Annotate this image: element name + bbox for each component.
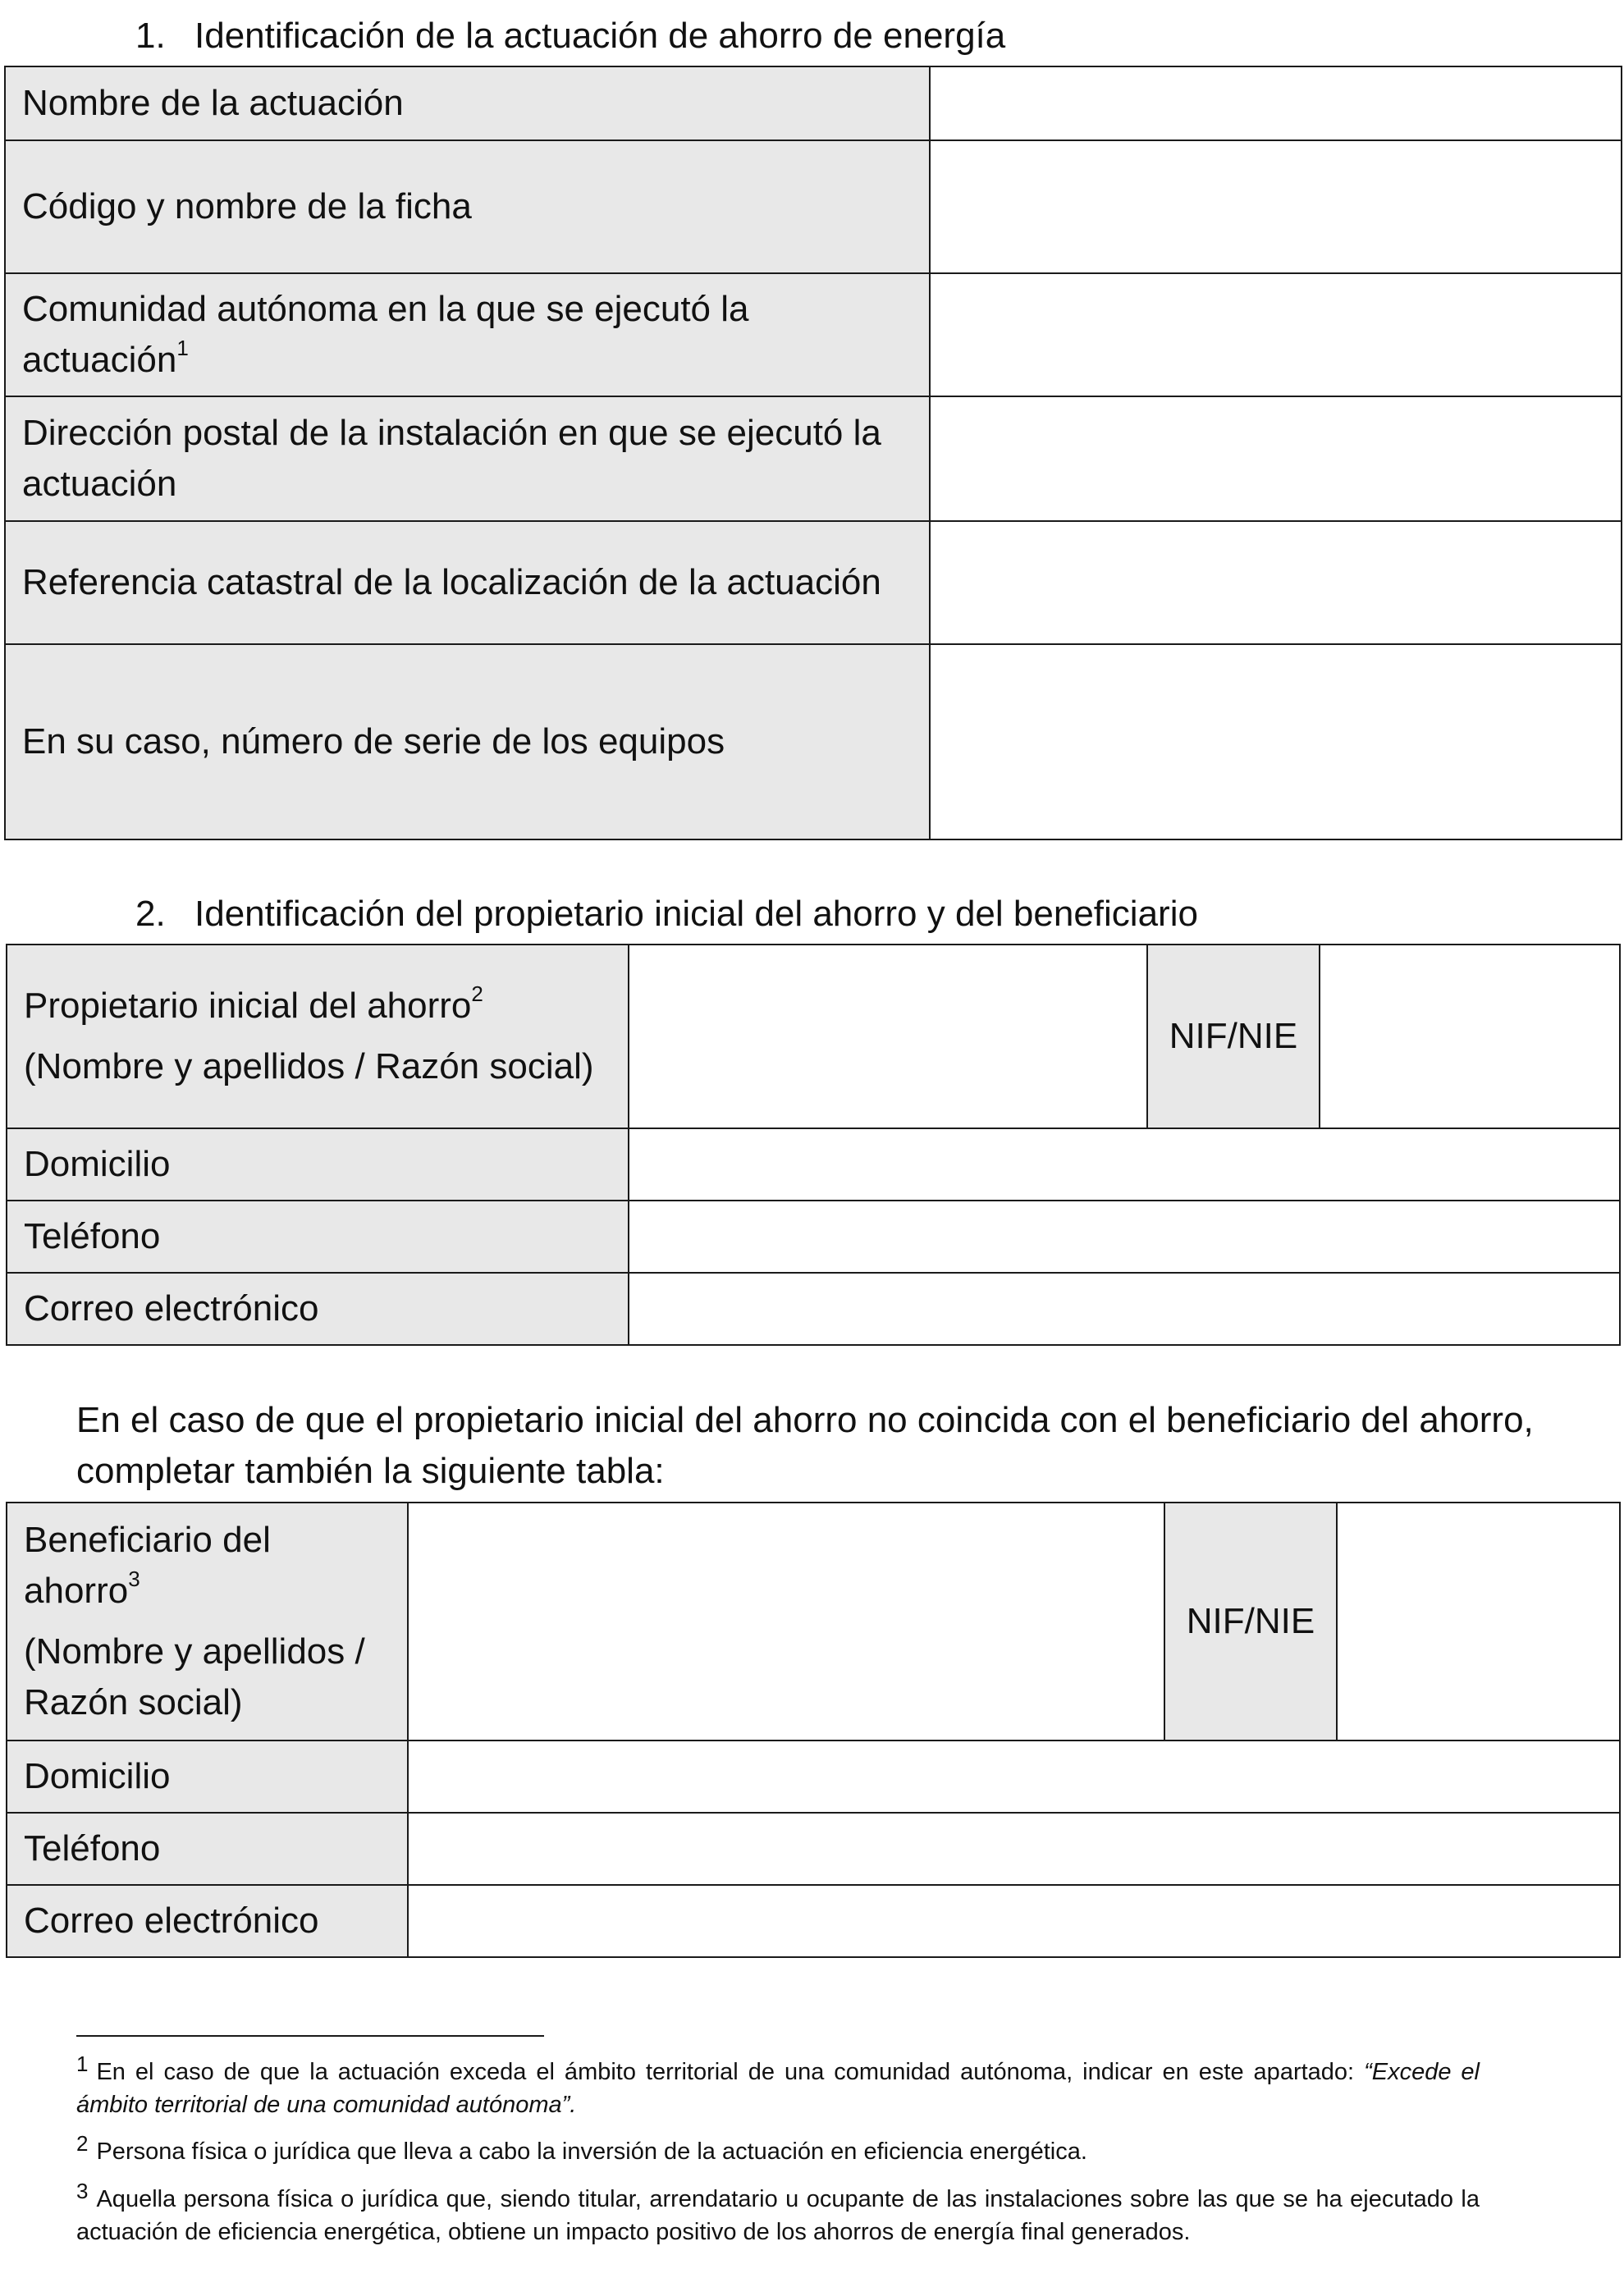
owner-nif-label: NIF/NIE <box>1147 945 1320 1128</box>
owner-nif-field[interactable] <box>1320 945 1620 1128</box>
field-codigo-ficha[interactable] <box>930 140 1622 273</box>
beneficiary-email-field[interactable] <box>408 1885 1620 1957</box>
owner-telefono-field[interactable] <box>629 1201 1620 1273</box>
field-numero-serie[interactable] <box>930 644 1622 839</box>
owner-name-label-sub: (Nombre y apellidos / Razón social) <box>24 1046 594 1086</box>
beneficiary-intro: En el caso de que el propietario inicial del ahorro no coincida con el beneficiario del ahorro, completar también la siguiente tabla: <box>76 1400 1534 1491</box>
table-row <box>7 1273 1620 1345</box>
table-row <box>7 945 1620 1128</box>
row-label-nombre-actuacion: Nombre de la actuación <box>5 66 930 140</box>
row-label-text: Comunidad autónoma en la que se ejecutó la actuación <box>22 289 749 380</box>
owner-email-label: Correo electrónico <box>7 1273 629 1345</box>
footnote-1 <box>76 2052 1480 2121</box>
section1-heading <box>135 15 1005 57</box>
owner-email-field[interactable] <box>629 1273 1620 1345</box>
footnote-divider <box>76 2035 544 2037</box>
table-row <box>5 273 1622 396</box>
footnote-ref-2: 2 <box>471 981 483 1007</box>
row-label-numero-serie: En su caso, número de serie de los equipos <box>5 644 930 839</box>
table-row <box>5 140 1622 273</box>
footnote-italic-text: “Excede el ámbito territorial de una comunidad autónoma”. <box>76 2059 1480 2118</box>
table-row <box>7 1741 1620 1813</box>
beneficiary-name-label <box>7 1503 408 1741</box>
owner-domicilio-label: Domicilio <box>7 1128 629 1201</box>
table-row <box>5 396 1622 521</box>
table-row <box>7 1201 1620 1273</box>
beneficiary-name-label-line: Beneficiario del ahorro$^3$ <box>24 1520 271 1611</box>
beneficiary-email-label: Correo electrónico <box>7 1885 408 1957</box>
section1-number: 1. <box>135 16 166 56</box>
field-nombre-actuacion[interactable] <box>930 66 1622 140</box>
beneficiary-name-label-sub: (Nombre y apellidos / Razón social) <box>24 1631 365 1722</box>
footnote-text: En el caso de que la actuación exceda el ámbito territorial de una comunidad autónoma, indicar en este apartado: <box>96 2059 1365 2085</box>
footnote-ref-1: 1 <box>176 336 189 361</box>
owner-telefono-label: Teléfono <box>7 1201 629 1273</box>
row-label-codigo-ficha: Código y nombre de la ficha <box>5 140 930 273</box>
beneficiary-telefono-field[interactable] <box>408 1813 1620 1885</box>
field-comunidad-autonoma[interactable] <box>930 273 1622 396</box>
table-row <box>7 1503 1620 1741</box>
field-direccion-postal[interactable] <box>930 396 1622 521</box>
table-row <box>7 1813 1620 1885</box>
footnote-2 <box>76 2131 1480 2168</box>
row-label-direccion-postal: Dirección postal de la instalación en que se ejecutó la actuación <box>5 396 930 521</box>
row-label-referencia-catastral: Referencia catastral de la localización de la actuación <box>5 521 930 644</box>
owner-table <box>6 944 1621 1346</box>
beneficiary-table <box>6 1502 1621 1958</box>
beneficiary-nif-field[interactable] <box>1337 1503 1620 1741</box>
owner-domicilio-field[interactable] <box>629 1128 1620 1201</box>
table-row <box>7 1885 1620 1957</box>
beneficiary-telefono-label: Teléfono <box>7 1813 408 1885</box>
table-row <box>5 66 1622 140</box>
beneficiary-name-field[interactable] <box>408 1503 1164 1741</box>
section2-heading <box>135 893 1198 935</box>
table-row <box>5 521 1622 644</box>
footnote-number: 1 <box>76 2052 89 2076</box>
beneficiary-domicilio-label: Domicilio <box>7 1741 408 1813</box>
owner-name-label-line: Propietario inicial del ahorro$^2$ <box>24 981 483 1026</box>
footnote-text: Persona física o jurídica que lleva a cabo la inversión de la actuación en eficiencia energética. <box>96 2138 1087 2165</box>
section1-title: Identificación de la actuación de ahorro de energía <box>194 16 1006 56</box>
field-referencia-catastral[interactable] <box>930 521 1622 644</box>
table-row <box>5 644 1622 839</box>
footnote-3 <box>76 2179 1480 2248</box>
owner-name-label <box>7 945 629 1128</box>
actuation-table <box>4 66 1622 840</box>
beneficiary-domicilio-field[interactable] <box>408 1741 1620 1813</box>
owner-name-field[interactable] <box>629 945 1147 1128</box>
table-row <box>7 1128 1620 1201</box>
footnote-number: 2 <box>76 2131 89 2156</box>
footnote-ref-3: 3 <box>128 1567 140 1592</box>
footnote-number: 3 <box>76 2179 89 2203</box>
footnote-text: Aquella persona física o jurídica que, siendo titular, arrendatario u ocupante de las instalaciones sobre las que se ha ejecutado la actuación de eficiencia energética, obtiene un impacto positivo de los ahorros de energía final generados. <box>76 2186 1480 2245</box>
beneficiary-nif-label: NIF/NIE <box>1164 1503 1337 1741</box>
section2-number: 2. <box>135 894 166 934</box>
section2-title: Identificación del propietario inicial del ahorro y del beneficiario <box>194 894 1198 934</box>
row-label-comunidad-autonoma <box>5 273 930 396</box>
